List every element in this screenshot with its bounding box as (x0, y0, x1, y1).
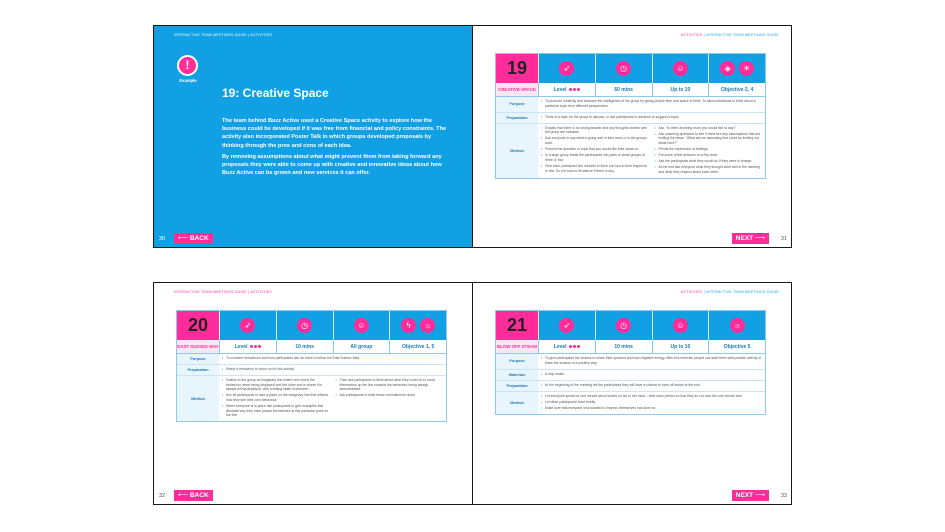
preparation-text (538, 381, 765, 391)
back-button[interactable] (174, 233, 213, 244)
duration-icon-cell (595, 54, 652, 83)
back-label: BACK (189, 492, 209, 499)
list-item: • In a large group break the participants into pairs or small groups of three or four. (541, 153, 649, 162)
next-label: NEXT (735, 235, 754, 242)
people-icon: ☺ (673, 61, 688, 76)
activity-number: 21 (496, 311, 538, 340)
exclamation-icon: ! (177, 55, 198, 76)
level-dot (569, 345, 572, 348)
purpose-row (177, 354, 446, 365)
level-dot (573, 88, 576, 91)
page-number: 31 (780, 236, 787, 242)
purpose-label: Purpose (177, 354, 219, 364)
running-head: INTERACTIVE TEAM MEETINGS GUIDE | ACTIVITIES (174, 290, 272, 294)
arrow-left-icon: ⟵ (178, 492, 189, 499)
card-meta-row (496, 83, 765, 97)
duration-value: 60 mins (595, 83, 652, 96)
list-item: • Ask all participants to take a place on the imaginary line that reflects how they see their own behaviour. (222, 393, 330, 402)
list-item: • Permit the expression of feelings. (655, 147, 763, 152)
cube-icon: ◈ (720, 61, 735, 76)
rocket-icon: ➶ (559, 61, 574, 76)
preparation-label: Preparation (496, 381, 538, 391)
group-size-value: Up to 10 (652, 340, 709, 353)
group-size-value: All group (333, 340, 390, 353)
activity-name: EAST SUSSEX WAY (177, 340, 219, 353)
rocket-icon: ➶ (559, 318, 574, 333)
level-dot (258, 345, 261, 348)
level-value (538, 83, 595, 96)
materials-text (538, 370, 765, 380)
preparation-row (496, 113, 765, 124)
arrow-right-icon: ⟶ (754, 492, 765, 499)
example-label: Example (179, 78, 197, 83)
list-item: • Ask, "Is there anything more you would like to say?" (655, 126, 763, 131)
purpose-text (538, 97, 765, 112)
purpose-label: Purpose (496, 97, 538, 112)
activity-name: CREATIVE SPACE (496, 83, 538, 96)
arrow-right-icon: ⟶ (754, 235, 765, 242)
card-meta-row (496, 340, 765, 354)
activity-card (495, 310, 766, 415)
list-item: • To consider behaviours and how participants can do more to follow the East Sussex Way. (222, 356, 443, 361)
card-header (496, 311, 765, 340)
objective-icon-cell (708, 54, 765, 83)
duration-icon-cell (595, 311, 652, 340)
method-column (655, 126, 763, 176)
running-head-guide: | INTERACTIVE TEAM MEETINGS GUIDE (702, 33, 779, 37)
activity-card (495, 53, 766, 179)
stopwatch-icon: ◷ (297, 318, 312, 333)
list-item: • Make sure that everyone who wanted to express themselves has done so. (541, 406, 762, 411)
level-value (538, 340, 595, 353)
page-31 (473, 26, 791, 247)
list-item: • Put some of the answers on a flip chart. (655, 153, 763, 158)
card-header (177, 311, 446, 340)
method-text (538, 392, 765, 414)
list-item: • Select a behaviour to focus on for this activity. (222, 367, 443, 372)
group-icon-cell (652, 311, 709, 340)
list-item: • To give participants the chance to share their opinions and lose negative energy. After this exercise people can start fresh with positive activity or finish the session in a positive way. (541, 356, 762, 365)
objective-icon-cell (708, 311, 765, 340)
running-head: INTERACTIVE TEAM MEETINGS GUIDE | ACTIVITIES (174, 33, 272, 37)
arrow-left-icon: ⟵ (178, 235, 189, 242)
lightbulb-icon: ☀ (739, 61, 754, 76)
level-icon-cell (538, 54, 595, 83)
list-item: • Outline to the group an imaginary line where one end is the behaviour never being displayed and the other end is where it is always being displayed, with a sliding scale in between. (222, 378, 330, 392)
spread-pages-32-33 (153, 282, 792, 505)
list-item: • At the beginning of the meeting tell the participants they will have a chance to blow off steam at the end. (541, 383, 762, 388)
level-label: Level (234, 344, 248, 350)
preparation-row (177, 365, 446, 376)
running-head-section: ACTIVITIES (680, 290, 703, 294)
page-32 (154, 283, 472, 504)
method-label: Method (496, 124, 538, 178)
level-dot (250, 345, 253, 348)
method-label: Method (496, 392, 538, 414)
preparation-text (219, 365, 446, 375)
method-row (496, 392, 765, 414)
page-33 (473, 283, 791, 504)
method-row (496, 124, 765, 178)
materials-row (496, 370, 765, 381)
next-button[interactable] (732, 233, 769, 244)
running-head (681, 33, 779, 37)
purpose-row (496, 97, 765, 113)
duration-value: 10 mins (595, 340, 652, 353)
level-dot (569, 88, 572, 91)
running-head (681, 290, 779, 294)
list-item: • Ask the participants what they would do if they were in charge. (655, 159, 763, 164)
sun-icon: ☼ (420, 318, 435, 333)
list-item: • Think of a topic for the group to discuss, or ask participants in advance to suggest a topic. (541, 115, 762, 120)
list-item: • When everyone is in place ask participants to give examples that illustrate why they have placed themselves at this particular point on the line. (222, 404, 330, 418)
objective-value: Objective 2, 4 (708, 83, 765, 96)
purpose-label: Purpose (496, 354, 538, 369)
level-value (219, 340, 276, 353)
list-item: • Then ask participants to think about what they could do to move themselves up the line towards the behaviour being always demonstrated. (336, 378, 444, 392)
objective-value: Objective 5 (708, 340, 765, 353)
purpose-text (219, 354, 446, 364)
level-dot (577, 88, 580, 91)
example-paragraph-1: The team behind Buzz Active used a Creative Space activity to explore how the business could be developed if it was free from financial and policy constraints. The activity also incorporated Poster Talk in which groups developed proposals by thinking through the pros and cons of each idea. (222, 118, 447, 149)
list-item: • Ask coaching questions to see if there are any assumptions that are limiting the ideas. "What are we assuming that could be limiting our ideas here?" (655, 132, 763, 146)
objective-icon-cell (389, 311, 446, 340)
back-button[interactable] (174, 490, 213, 501)
spread-pages-30-31 (153, 25, 792, 248)
list-item: • To promote creativity and increase the intelligence of the group by giving people time and space to think. To allow individuals to think about a particular topic from different perspectives. (541, 99, 762, 108)
level-icon-cell (219, 311, 276, 340)
list-item: • At the end ask everyone what they thought went well in the meeting and what they respect about each other. (655, 165, 763, 174)
purpose-text (538, 354, 765, 369)
card-meta-row (177, 340, 446, 354)
group-size-value: Up to 10 (652, 83, 709, 96)
activity-card (176, 310, 447, 422)
stopwatch-icon: ◷ (616, 61, 631, 76)
level-label: Level (553, 344, 567, 350)
list-item: • Present the question or topic that you would like their ideas on. (541, 147, 649, 152)
method-label: Method (177, 376, 219, 421)
list-item: • Explain that there is no wrong answer and any thoughts shared with the group are valuable. (541, 126, 649, 135)
running-head-section: ACTIVITIES (680, 33, 703, 37)
objective-value: Objective 1, 5 (389, 340, 446, 353)
list-item: • Let other participants react briefly. (541, 400, 762, 405)
next-button[interactable] (732, 490, 769, 501)
people-icon: ☺ (354, 318, 369, 333)
back-label: BACK (189, 235, 209, 242)
group-icon-cell (652, 54, 709, 83)
group-icon-cell (333, 311, 390, 340)
activity-name: BLOW OFF STEAM (496, 340, 538, 353)
rocket-icon: ➶ (240, 318, 255, 333)
level-label: Level (553, 87, 567, 93)
list-item: • Ask participants to write these commitments down. (336, 393, 444, 398)
lightning-icon: ϟ (401, 318, 416, 333)
page-number: 32 (159, 493, 166, 499)
method-text (219, 376, 446, 421)
example-paragraph-2: By removing assumptions about what might prevent them from taking forward any proposals they were able to come up with creative and innovative ideas about how Buzz Active can be grown and new services it can offer. (222, 154, 442, 177)
level-dot (577, 345, 580, 348)
preparation-label: Preparation (496, 113, 538, 123)
method-row (177, 376, 446, 421)
list-item: • Let everyone speak for one minute about what's on his or her mind – time each person so that they do not over the one minute time. (541, 394, 762, 399)
stopwatch-icon: ◷ (616, 318, 631, 333)
duration-value: 10 mins (276, 340, 333, 353)
activity-number: 19 (496, 54, 538, 83)
method-column (336, 378, 444, 419)
page-30 (154, 26, 472, 247)
purpose-row (496, 354, 765, 370)
method-column (222, 378, 330, 419)
level-dot (573, 345, 576, 348)
preparation-label: Preparation (177, 365, 219, 375)
running-head-guide: | INTERACTIVE TEAM MEETINGS GUIDE (702, 290, 779, 294)
level-icon-cell (538, 311, 595, 340)
activity-number: 20 (177, 311, 219, 340)
duration-icon-cell (276, 311, 333, 340)
preparation-row (496, 381, 765, 392)
list-item: • Give each participant five minutes to think out loud in their response to this. Do not rush to fill silence if there is any. (541, 164, 649, 173)
method-column (541, 126, 649, 176)
list-item: • A stop watch. (541, 372, 762, 377)
page-number: 30 (159, 236, 166, 242)
materials-label: Materials (496, 370, 538, 380)
list-item: • Ask everyone to say what is going well in their work or in the groups work. (541, 136, 649, 145)
people-icon: ☺ (673, 318, 688, 333)
method-text (538, 124, 765, 178)
next-label: NEXT (735, 492, 754, 499)
example-title: 19: Creative Space (222, 86, 329, 100)
page-number: 33 (780, 493, 787, 499)
card-header (496, 54, 765, 83)
preparation-text (538, 113, 765, 123)
sun-icon: ☼ (730, 318, 745, 333)
level-dot (254, 345, 257, 348)
